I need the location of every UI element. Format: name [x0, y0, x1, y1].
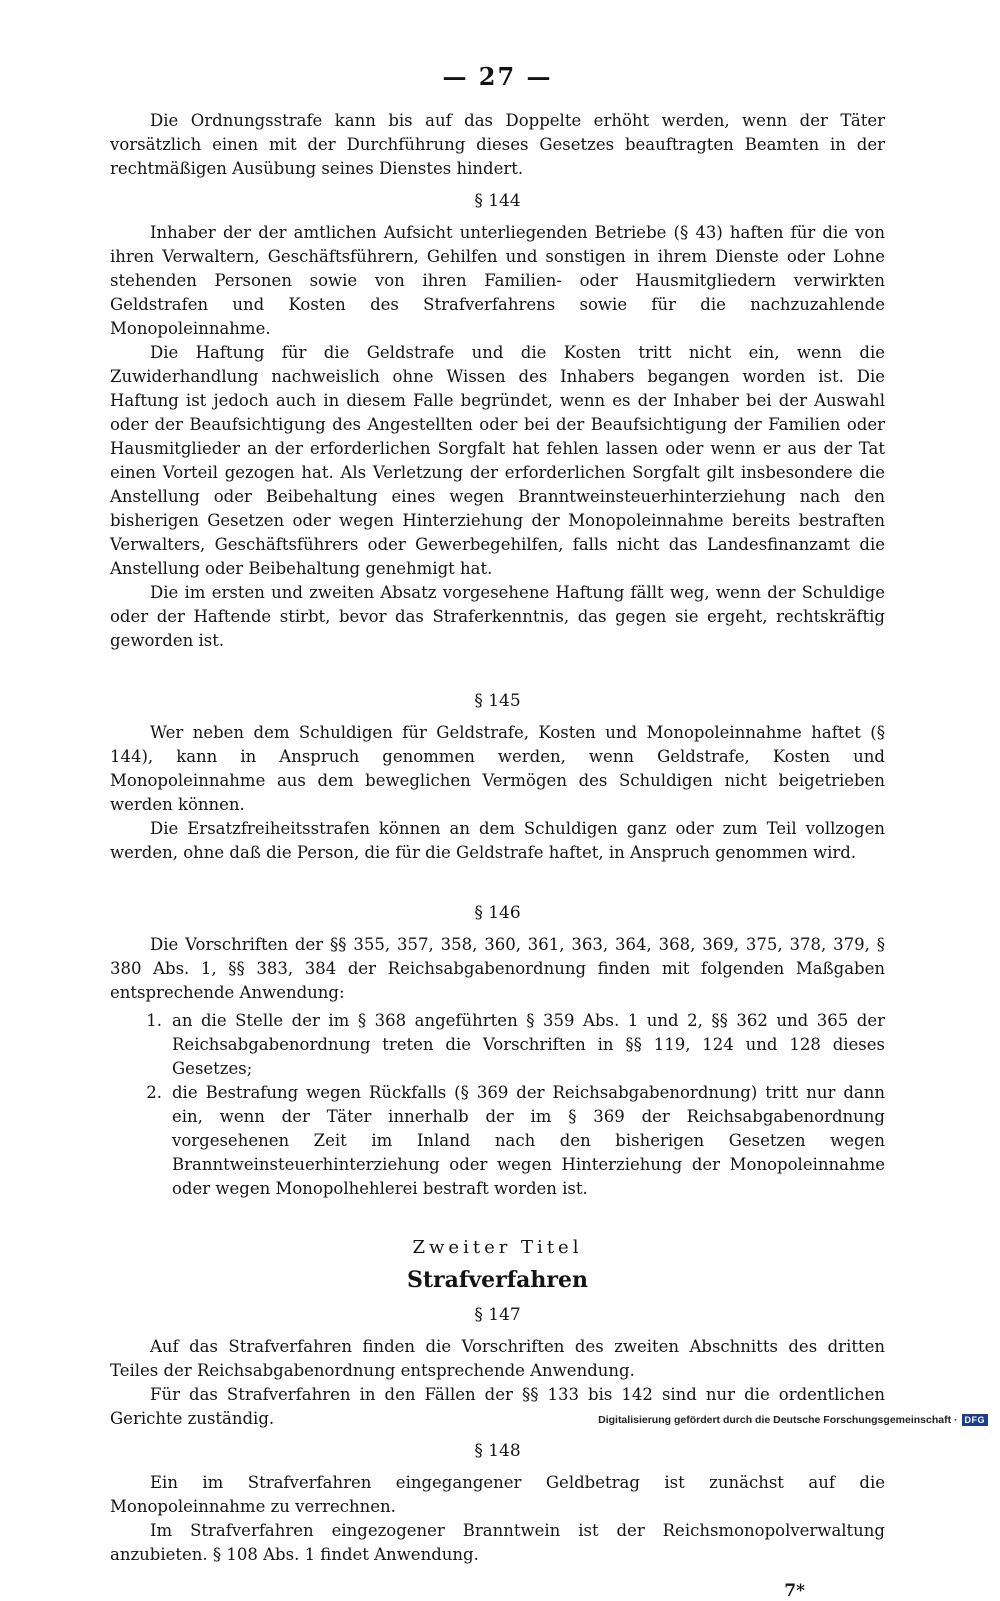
footer-text: Digitalisierung gefördert durch die Deutsche Forschungsgemeinschaft ·	[598, 1414, 958, 1426]
page-number: — 27 —	[442, 62, 553, 91]
section-heading-146: § 146	[474, 903, 521, 923]
s148-paragraph-2: Im Strafverfahren eingezogener Branntwein ist der Reichsmonopolverwaltung anzubieten. § 108 Abs. 1 findet Anwendung.	[110, 1521, 885, 1564]
list-item	[110, 1081, 885, 1201]
document-page	[110, 62, 885, 1601]
list-item-text: an die Stelle der im § 368 angeführten § 359 Abs. 1 und 2, §§ 362 und 365 der Reichsabgabenordnung treten die Vorschriften in §§ 119, 124 und 128 dieses Gesetzes;	[172, 1011, 885, 1078]
title-subheading: Zweiter Titel	[412, 1237, 583, 1258]
list-item-number: 2.	[146, 1083, 162, 1102]
s144-paragraph-2: Die Haftung für die Geldstrafe und die Kosten tritt nicht ein, wenn die Zuwiderhandlung nachweislich ohne Wissen des Inhabers begangen worden ist. Die Haftung ist jedoch auch in diesem Falle begründet, wenn es der Inhaber bei der Auswahl oder der Beaufsichtigung des Angestellten oder bei der Beaufsichtigung der Familien oder Hausmitglieder an der erforderlichen Sorgfalt hat fehlen lassen oder wenn er aus der Tat einen Vorteil gezogen hat. Als Verletzung der erforderlichen Sorgfalt gilt insbesondere die Anstellung oder Beibehaltung eines wegen Branntweinsteuerhinterziehung nach den bisherigen Gesetzen oder wegen Hinterziehung der Monopoleinnahme bereits bestraften Verwalters, Geschäftsführers oder Gewerbegehilfen, falls nicht das Landesfinanzamt die Anstellung oder Beibehaltung genehmigt hat.	[110, 343, 885, 578]
list-item-number: 1.	[146, 1011, 162, 1030]
s147-paragraph-2: Für das Strafverfahren in den Fällen der §§ 133 bis 142 sind nur die ordentlichen Gerichte zuständig.	[110, 1385, 885, 1428]
list-item	[110, 1009, 885, 1081]
sheet-signature: 7*	[784, 1581, 805, 1601]
title-heading: Strafverfahren	[406, 1267, 589, 1293]
paragraph-ordnungsstrafe: Die Ordnungsstrafe kann bis auf das Doppelte erhöht werden, wenn der Täter vorsätzlich einen mit der Durchführung dieses Gesetzes beauftragten Beamten in der rechtmäßigen Ausübung seines Dienstes hindert.	[110, 111, 885, 178]
dfg-logo: DFG	[962, 1414, 989, 1426]
list-item-text: die Bestrafung wegen Rückfalls (§ 369 der Reichsabgabenordnung) tritt nur dann ein, wenn der Täter innerhalb der im § 369 der Reichsabgabenordnung vorgesehenen Zeit im Inland nach den bisherigen Gesetzen wegen Branntweinsteuerhinterziehung oder wegen Hinterziehung der Monopoleinnahme oder wegen Monopolhehlerei bestraft worden ist.	[172, 1083, 885, 1198]
s145-paragraph-1: Wer neben dem Schuldigen für Geldstrafe, Kosten und Monopoleinnahme haftet (§ 144), kann in Anspruch genommen werden, wenn Geldstrafe, Kosten und Monopoleinnahme aus dem beweglichen Vermögen des Schuldigen nicht beigetrieben werden können.	[110, 723, 885, 814]
s144-paragraph-1: Inhaber der der amtlichen Aufsicht unterliegenden Betriebe (§ 43) haften für die von ihren Verwaltern, Geschäftsführern, Gehilfen und sonstigen in ihrem Dienste oder Lohne stehenden Personen sowie von ihren Familien- oder Hausmitgliedern verwirkten Geldstrafen und Kosten des Strafverfahrens sowie für die nachzuzahlende Monopoleinnahme.	[110, 223, 885, 338]
s148-paragraph-1: Ein im Strafverfahren eingegangener Geldbetrag ist zunächst auf die Monopoleinnahme zu verrechnen.	[110, 1473, 885, 1516]
section-heading-147: § 147	[474, 1305, 521, 1325]
section-heading-145: § 145	[474, 691, 521, 711]
s147-paragraph-1: Auf das Strafverfahren finden die Vorschriften des zweiten Abschnitts des dritten Teiles der Reichsabgabenordnung entsprechende Anwendung.	[110, 1337, 885, 1380]
section-heading-148: § 148	[474, 1441, 521, 1461]
section-heading-144: § 144	[474, 191, 521, 211]
footer-credit	[598, 1414, 988, 1426]
s146-list	[110, 1009, 885, 1201]
s144-paragraph-3: Die im ersten und zweiten Absatz vorgesehene Haftung fällt weg, wenn der Schuldige oder der Haftende stirbt, bevor das Straferkenntnis, das gegen sie ergeht, rechtskräftig geworden ist.	[110, 583, 885, 650]
s145-paragraph-2: Die Ersatzfreiheitsstrafen können an dem Schuldigen ganz oder zum Teil vollzogen werden, ohne daß die Person, die für die Geldstrafe haftet, in Anspruch genommen wird.	[110, 819, 885, 862]
s146-paragraph-1: Die Vorschriften der §§ 355, 357, 358, 360, 361, 363, 364, 368, 369, 375, 378, 379, § 380 Abs. 1, §§ 383, 384 der Reichsabgabenordnung finden mit folgenden Maßgaben entsprechende Anwendung:	[110, 935, 885, 1002]
